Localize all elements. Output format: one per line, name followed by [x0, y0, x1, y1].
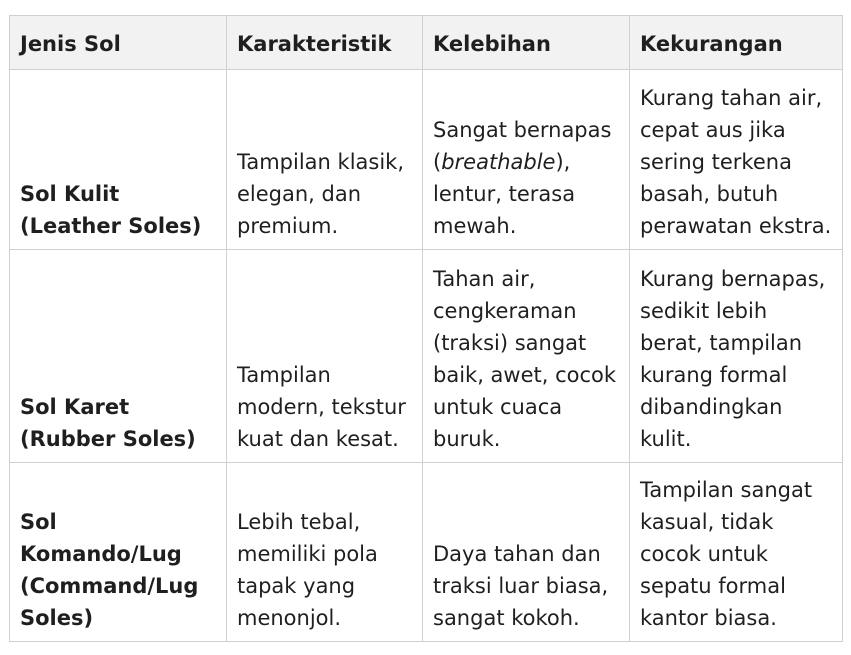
advantages-text-pre: Sangat bernapas ( [433, 118, 612, 174]
row-sole-type: Sol Komando/Lug (Command/Lug Soles) [10, 463, 227, 642]
advantages-text-post: ), lentur, terasa mewah. [433, 150, 576, 238]
sole-comparison-table [9, 15, 843, 642]
table-row [10, 70, 843, 250]
row-advantages [423, 70, 630, 250]
table-header [10, 16, 843, 70]
row-advantages: Daya tahan dan traksi luar biasa, sangat kokoh. [423, 463, 630, 642]
row-sole-type: Sol Kulit (Leather Soles) [10, 70, 227, 250]
row-advantages: Tahan air, cengkeraman (traksi) sangat baik, awet, cocok untuk cuaca buruk. [423, 250, 630, 463]
table-row [10, 463, 843, 642]
table-row [10, 250, 843, 463]
advantages-emphasis: breathable [441, 150, 556, 174]
header-jenis-sol: Jenis Sol [10, 16, 227, 70]
table-body [10, 70, 843, 642]
header-kelebihan: Kelebihan [423, 16, 630, 70]
header-kekurangan: Kekurangan [630, 16, 843, 70]
row-characteristics: Tampilan klasik, elegan, dan premium. [227, 70, 423, 250]
comparison-table-container [9, 15, 843, 642]
row-sole-type: Sol Karet (Rubber Soles) [10, 250, 227, 463]
row-characteristics: Lebih tebal, memiliki pola tapak yang menonjol. [227, 463, 423, 642]
header-karakteristik: Karakteristik [227, 16, 423, 70]
header-row [10, 16, 843, 70]
row-characteristics: Tampilan modern, tekstur kuat dan kesat. [227, 250, 423, 463]
row-disadvantages: Tampilan sangat kasual, tidak cocok untuk sepatu formal kantor biasa. [630, 463, 843, 642]
row-disadvantages: Kurang bernapas, sedikit lebih berat, tampilan kurang formal dibandingkan kulit. [630, 250, 843, 463]
row-disadvantages: Kurang tahan air, cepat aus jika sering terkena basah, butuh perawatan ekstra. [630, 70, 843, 250]
